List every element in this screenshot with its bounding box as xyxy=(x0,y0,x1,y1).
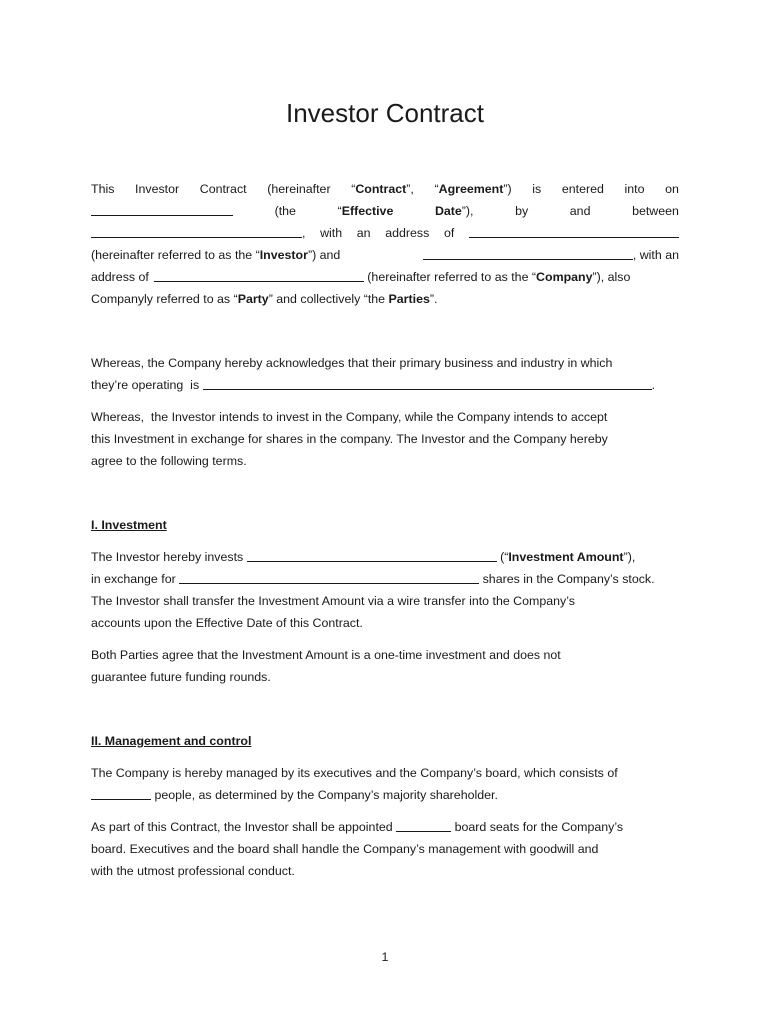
company-address-blank[interactable] xyxy=(469,223,679,238)
contract-date-blank[interactable] xyxy=(91,201,233,216)
section-2-heading: II. Management and control xyxy=(91,734,252,748)
section-1-heading: I. Investment xyxy=(91,518,167,532)
whereas-2-line-1: Whereas, the Investor intends to invest in the Company, while the Company intends to accept xyxy=(91,410,608,424)
intro-line-4: (hereinafter referred to as the “Investor”) and , with an xyxy=(91,244,679,266)
investor-name-blank[interactable] xyxy=(423,245,633,260)
section-1-p1-line-2: in exchange for shares in the Company’s stock. xyxy=(91,568,679,590)
section-1-p1-line-1: The Investor hereby invests (“ Investment Amount ”), xyxy=(91,546,679,568)
section-2-p2-line-3: with the utmost professional conduct. xyxy=(91,864,295,878)
page-title: Investor Contract xyxy=(286,98,484,128)
whereas-1-line-1: Whereas, the Company hereby acknowledges that their primary business and industry in which xyxy=(91,356,613,370)
section-2-p1-line-2: people, as determined by the Company’s majority shareholder. xyxy=(91,784,679,806)
investor-address-blank[interactable] xyxy=(154,267,364,282)
board-size-blank[interactable] xyxy=(91,785,151,800)
section-1-p1-line-4: accounts upon the Effective Date of this Contract. xyxy=(91,616,363,630)
shares-count-blank[interactable] xyxy=(179,569,479,584)
section-1-p2-line-2: guarantee future funding rounds. xyxy=(91,670,271,684)
whereas-1-line-2: they’re operating is . xyxy=(91,374,679,396)
section-1-p2-line-1: Both Parties agree that the Investment Amount is a one-time investment and does not xyxy=(91,648,561,662)
intro-line-3: , with an address of xyxy=(91,222,679,244)
investment-amount-blank[interactable] xyxy=(247,547,497,562)
intro-line-6: Companyly referred to as “ Party ” and collectively “the Parties ”. xyxy=(91,292,438,306)
section-2-p1-line-1: The Company is hereby managed by its executives and the Company’s board, which consists of xyxy=(91,766,618,780)
section-2-p2-line-1: As part of this Contract, the Investor shall be appointed board seats for the Company’s xyxy=(91,816,679,838)
intro-line-1: This Investor Contract (hereinafter “Contract”, “Agreement”) is entered into on xyxy=(91,182,679,196)
page-number: 1 xyxy=(381,950,389,964)
company-name-blank[interactable] xyxy=(91,223,302,238)
board-seats-blank[interactable] xyxy=(396,817,451,832)
whereas-2-line-3: agree to the following terms. xyxy=(91,454,247,468)
intro-line-5: address of (hereinafter referred to as the “ Company ”), also xyxy=(91,266,679,288)
section-1-p1-line-3: The Investor shall transfer the Investment Amount via a wire transfer into the Company’s xyxy=(91,594,575,608)
whereas-2-line-2: this Investment in exchange for shares in the company. The Investor and the Company hereby xyxy=(91,432,608,446)
intro-line-2: (the “Effective Date”), by and between xyxy=(91,200,679,222)
section-2-p2-line-2: board. Executives and the board shall handle the Company’s management with goodwill and xyxy=(91,842,599,856)
industry-blank[interactable] xyxy=(203,375,652,390)
